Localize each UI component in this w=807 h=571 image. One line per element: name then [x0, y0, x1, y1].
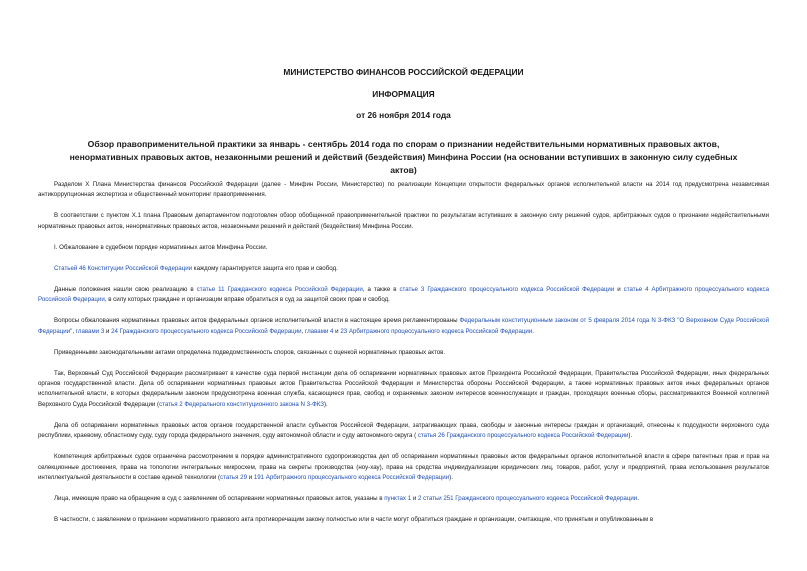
- body-paragraph: [38, 452, 769, 483]
- paragraph-text: I. Обжалование в судебном порядке нормативных актов Минфина России.: [54, 243, 268, 251]
- paragraph-text: Дела об оспаривании нормативных правовых актов органов государственной власти субъектов Российской Федерации, затрагивающих права, свободы и законные интересы граждан и организаций, отнесены к подсудности верховного суда республики, краевому, областному суду, суду города федерального значения, суду автономной области и суду автономного округа (: [38, 421, 769, 440]
- paragraph-text: В частности, с заявлением о признании нормативного правового акта противоречащим закону полностью или в части могут обратиться граждане и организации, считающие, что принятым и опубликованным в: [54, 516, 654, 524]
- paragraph-text: и: [246, 474, 254, 482]
- paragraph-text: ).: [628, 432, 633, 440]
- paragraph-text: Разделом X Плана Министерства финансов Российской Федерации (далее - Минфин России, Министерство) по реализации Концепции открытости федеральных органов исполнительной власти на 2014 год предусмотрена независимая антикоррупционная экспертиза и общественный мониторинг правоприменения.: [38, 181, 769, 199]
- body-paragraph: [38, 264, 769, 274]
- paragraph-text: Данные положения нашли свою реализацию в: [54, 285, 197, 293]
- body-paragraph: [38, 243, 769, 253]
- law-reference-link[interactable]: статье 4 Арбитражного процессуального кодекса Российской Федерации: [38, 285, 769, 304]
- paragraph-text: , в силу которых граждане и организации вправе обратиться в суд за защитой своих прав и свобод.: [104, 296, 390, 304]
- paragraph-text: и: [614, 285, 624, 293]
- body-paragraph: [38, 180, 769, 201]
- body-paragraph: [38, 316, 769, 337]
- paragraph-text: Приведенными законодательными актами определена подведомственность споров, связанных с оценкой нормативных правовых актов.: [54, 348, 446, 356]
- law-reference-link[interactable]: 2 статьи 251 Гражданского процессуального кодекса Российской Федерации: [417, 495, 638, 503]
- paragraph-text: и: [333, 327, 341, 335]
- law-reference-link[interactable]: Статьей 46 Конституции Российской Федерации: [54, 264, 193, 272]
- paragraph-text: ).: [323, 400, 328, 408]
- body-paragraph: [38, 515, 769, 525]
- paragraph-text: , а также в: [362, 285, 400, 293]
- document-title: Обзор правоприменительной практики за январь - сентябрь 2014 года по спорам о признании недействительными нормативных правовых актов, ненормативных правовых актов, незаконными решений и действий (бездействия) Минфина России (на основании вступивших в законную силу судебных актов): [69, 139, 738, 175]
- paragraph-text: Компетенция арбитражных судов ограничена рассмотрением в порядке административного судопроизводства дел об оспаривании нормативных правовых актов федеральных органов исполнительной власти в сфере патентных прав и прав на селекционные достижения, права на топологии интегральных микросхем, права на секреты производства (ноу-хау), права на средства индивидуализации юридических лиц, товаров, работ, услуг и предприятий, права использования результатов интеллектуальной деятельности в составе единой технологии (: [38, 453, 769, 482]
- law-reference-link[interactable]: 24 Гражданского процессуального кодекса Российской Федерации: [111, 327, 302, 335]
- law-reference-link[interactable]: 191 Арбитражного процессуального кодекса Российской Федерации: [253, 474, 450, 482]
- body-paragraph: [38, 348, 769, 358]
- law-reference-link[interactable]: главами 3: [75, 327, 105, 335]
- paragraph-text: каждому гарантируется защита его прав и свобод.: [192, 264, 338, 272]
- law-reference-link[interactable]: статья 26 Гражданского процессуального кодекса Российской Федерации: [417, 432, 629, 440]
- body-paragraph: [38, 494, 769, 504]
- law-reference-link[interactable]: статья 29: [220, 474, 247, 482]
- body-paragraph: [38, 369, 769, 411]
- paragraph-text: Лица, имеющие право на обращение в суд с заявлением об оспаривании нормативных правовых актов, указаны в: [54, 495, 385, 503]
- body-paragraph: [38, 421, 769, 442]
- paragraph-text: ,: [72, 327, 76, 335]
- law-reference-link[interactable]: Федеральным конституционным законом от 5 февраля 2014 года N 3-ФКЗ "О Верховном Суде Российской Федерации": [38, 317, 769, 335]
- law-reference-link[interactable]: статья 2 Федерального конституционного закона N 3-ФКЗ: [159, 400, 324, 408]
- law-reference-link[interactable]: пунктах 1: [384, 495, 412, 503]
- law-reference-link[interactable]: главами 4: [304, 327, 334, 335]
- document-type-heading: ИНФОРМАЦИЯ: [372, 89, 435, 99]
- paragraph-text: В соответствии с пунктом X.1 плана Правовым департаментом подготовлен обзор обобщенной правоприменительной практики по результатам вступивших в законную силу решений судов, арбитражных судов о признании недействительными нормативных правовых актов, ненормативных правовых актов, незаконными решений и действий (бездействия) Минфина России.: [38, 212, 769, 230]
- paragraph-text: .: [637, 495, 639, 503]
- body-paragraph: [38, 285, 769, 306]
- paragraph-text: ,: [301, 327, 305, 335]
- paragraph-text: Вопросы обжалования нормативных правовых актов федеральных органов исполнительной власти в настоящее время регламентированы: [54, 317, 460, 325]
- law-reference-link[interactable]: 23 Арбитражного процессуального кодекса Российской Федерации: [340, 327, 533, 335]
- document-date: от 26 ноября 2014 года: [356, 110, 451, 120]
- law-reference-link[interactable]: статье 3 Гражданского процессуального кодекса Российской Федерации: [399, 285, 615, 293]
- ministry-heading: МИНИСТЕРСТВО ФИНАНСОВ РОССИЙСКОЙ ФЕДЕРАЦИИ: [283, 67, 524, 77]
- paragraph-text: и: [104, 327, 112, 335]
- paragraph-text: .: [532, 327, 534, 335]
- paragraph-text: Так, Верховный Суд Российской Федерации рассматривает в качестве суда первой инстанции дела об оспаривании нормативных правовых актов Президента Российской Федерации, Правительства Российской Федерации, иных федеральных органов государственной власти. Дела об оспаривании нормативных правовых актов Правительства Российской Федерации и Министерства обороны Российской Федерации, а также нормативных правовых актов иных федеральных органов исполнительной власти, в которых федеральным законом предусмотрена военная служба, касающиеся прав, свобод и охраняемых законом интересов военнослужащих и граждан, проходящих военные сборы, рассматриваются Военной коллегией Верховного Суда Российской Федерации (: [38, 369, 769, 408]
- paragraph-text: ).: [449, 474, 453, 482]
- paragraph-text: и: [411, 495, 418, 503]
- document-body: [38, 180, 769, 536]
- body-paragraph: [38, 211, 769, 232]
- law-reference-link[interactable]: статье 11 Гражданского кодекса Российской Федерации: [196, 285, 363, 293]
